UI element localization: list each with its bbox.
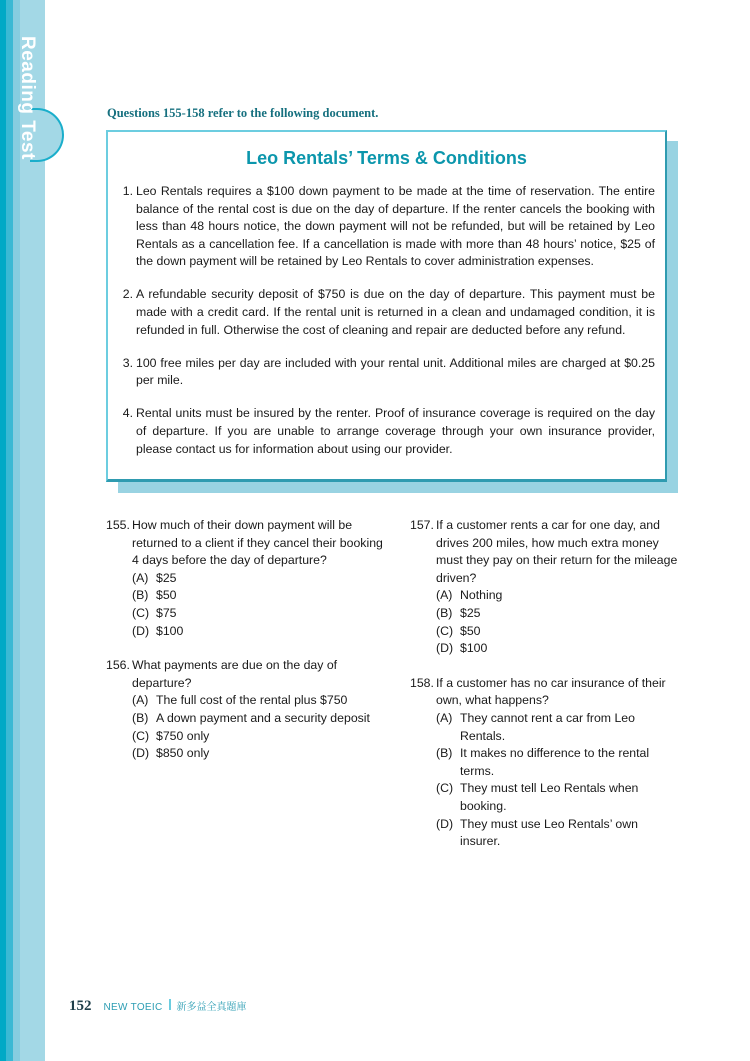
- option-b[interactable]: [106, 710, 386, 728]
- question-stem: If a customer rents a car for one day, and drives 200 miles, how much extra money must they pay on their return for the mileage driven?: [436, 518, 678, 585]
- term-item: [108, 355, 655, 390]
- terms-document: [106, 130, 667, 482]
- option-text: $50: [460, 623, 481, 638]
- section-label: Reading Test: [17, 36, 38, 160]
- question-157: [410, 517, 678, 658]
- section-sidebar: [0, 0, 45, 1061]
- term-number: 4.: [122, 406, 133, 421]
- option-b[interactable]: [410, 745, 678, 780]
- question-number: 156.: [106, 658, 130, 673]
- option-letter: (B): [132, 588, 149, 603]
- question-number: 155.: [106, 518, 130, 532]
- option-letter: (D): [436, 816, 454, 831]
- option-d[interactable]: [106, 623, 386, 641]
- option-letter: (D): [132, 623, 150, 638]
- option-letter: (D): [132, 746, 150, 761]
- option-a[interactable]: [106, 570, 386, 588]
- terms-list: [108, 183, 655, 458]
- option-text: It makes no difference to the rental terms.: [460, 746, 650, 778]
- term-text: 100 free miles per day are included with your rental unit. Additional miles are charged at $0.25 per mile.: [136, 355, 655, 388]
- option-d[interactable]: [410, 816, 678, 851]
- option-d[interactable]: [410, 640, 678, 658]
- option-text: $750 only: [156, 728, 210, 743]
- option-text: Nothing: [460, 588, 503, 603]
- option-letter: (A): [132, 693, 149, 708]
- option-text: $25: [460, 605, 481, 620]
- option-text: They must tell Leo Rentals when booking.: [460, 781, 639, 813]
- question-156: [106, 657, 386, 763]
- question-stem: How much of their down payment will be returned to a client if they cancel their booking 4 days before the day of departure?: [132, 518, 383, 568]
- question-stem: If a customer has no car insurance of their own, what happens?: [436, 675, 666, 708]
- option-letter: (C): [132, 605, 150, 620]
- option-letter: (C): [436, 623, 454, 638]
- option-d[interactable]: [106, 745, 386, 763]
- term-item: [108, 183, 655, 271]
- option-letter: (C): [436, 781, 454, 796]
- term-text: Rental units must be insured by the renter. Proof of insurance coverage is required on the day of departure. If you are unable to arrange coverage through your own insurance provider, please contact us for information about using our provider.: [136, 406, 655, 456]
- option-text: $25: [156, 570, 177, 585]
- term-number: 3.: [122, 355, 133, 370]
- question-155: [106, 517, 386, 640]
- option-letter: (A): [436, 710, 453, 725]
- term-item: [108, 405, 655, 458]
- option-text: They must use Leo Rentals’ own insurer.: [460, 816, 638, 849]
- term-number: 1.: [122, 184, 133, 198]
- questions-right-column: [410, 517, 678, 868]
- option-letter: (A): [132, 570, 149, 585]
- question-stem: What payments are due on the day of departure?: [132, 658, 338, 690]
- term-text: Leo Rentals requires a $100 down payment to be made at the time of reservation. The entire balance of the rental cost is due on the day of departure. If the renter cancels the booking with less than 48 hours notice, the down payment will not be refunded, but will be retained by Leo Rentals as a cancellation fee. If a cancellation is made with more than 48 hours’ notice, $25 of the down payment will be retained by Leo Rentals to cover administration expenses.: [136, 184, 655, 269]
- term-number: 2.: [122, 287, 133, 302]
- option-text: The full cost of the rental plus $750: [156, 693, 348, 708]
- option-c[interactable]: [106, 728, 386, 746]
- option-letter: (B): [436, 746, 453, 761]
- option-letter: (A): [436, 588, 453, 603]
- option-text: $850 only: [156, 746, 210, 761]
- option-text: They cannot rent a car from Leo Rentals.: [460, 710, 635, 743]
- page-number: 152: [69, 998, 92, 1014]
- term-item: [108, 286, 655, 339]
- option-text: $50: [156, 588, 177, 603]
- option-text: $75: [156, 605, 177, 620]
- option-text: $100: [156, 623, 184, 638]
- option-c[interactable]: [410, 780, 678, 815]
- book-subtitle: 新多益全真題庫: [176, 1002, 247, 1013]
- option-a[interactable]: [410, 587, 678, 605]
- option-b[interactable]: [410, 605, 678, 623]
- option-a[interactable]: [106, 692, 386, 710]
- document-title: Leo Rentals’ Terms & Conditions: [246, 148, 527, 168]
- option-c[interactable]: [106, 605, 386, 623]
- option-text: A down payment and a security deposit: [156, 710, 370, 725]
- question-number: 158.: [410, 675, 434, 690]
- question-number: 157.: [410, 518, 434, 532]
- option-letter: (D): [436, 641, 454, 656]
- option-a[interactable]: [410, 710, 678, 745]
- footer-divider: [169, 999, 171, 1010]
- option-letter: (B): [132, 710, 149, 725]
- option-c[interactable]: [410, 623, 678, 641]
- option-letter: (B): [436, 605, 453, 620]
- term-text: A refundable security deposit of $750 is due on the day of departure. This payment must be made with a credit card. If the rental unit is returned in a clean and undamaged condition, it is refunded in full. Otherwise the cost of cleaning and repair are deducted before any refund.: [136, 287, 655, 337]
- questions-left-column: [106, 517, 386, 780]
- question-158: [410, 675, 678, 851]
- option-text: $100: [460, 641, 488, 656]
- question-intro: Questions 155-158 refer to the following document.: [107, 106, 379, 120]
- page-footer: [69, 998, 247, 1015]
- book-title: NEW TOEIC: [103, 1002, 163, 1013]
- option-letter: (C): [132, 728, 150, 743]
- option-b[interactable]: [106, 587, 386, 605]
